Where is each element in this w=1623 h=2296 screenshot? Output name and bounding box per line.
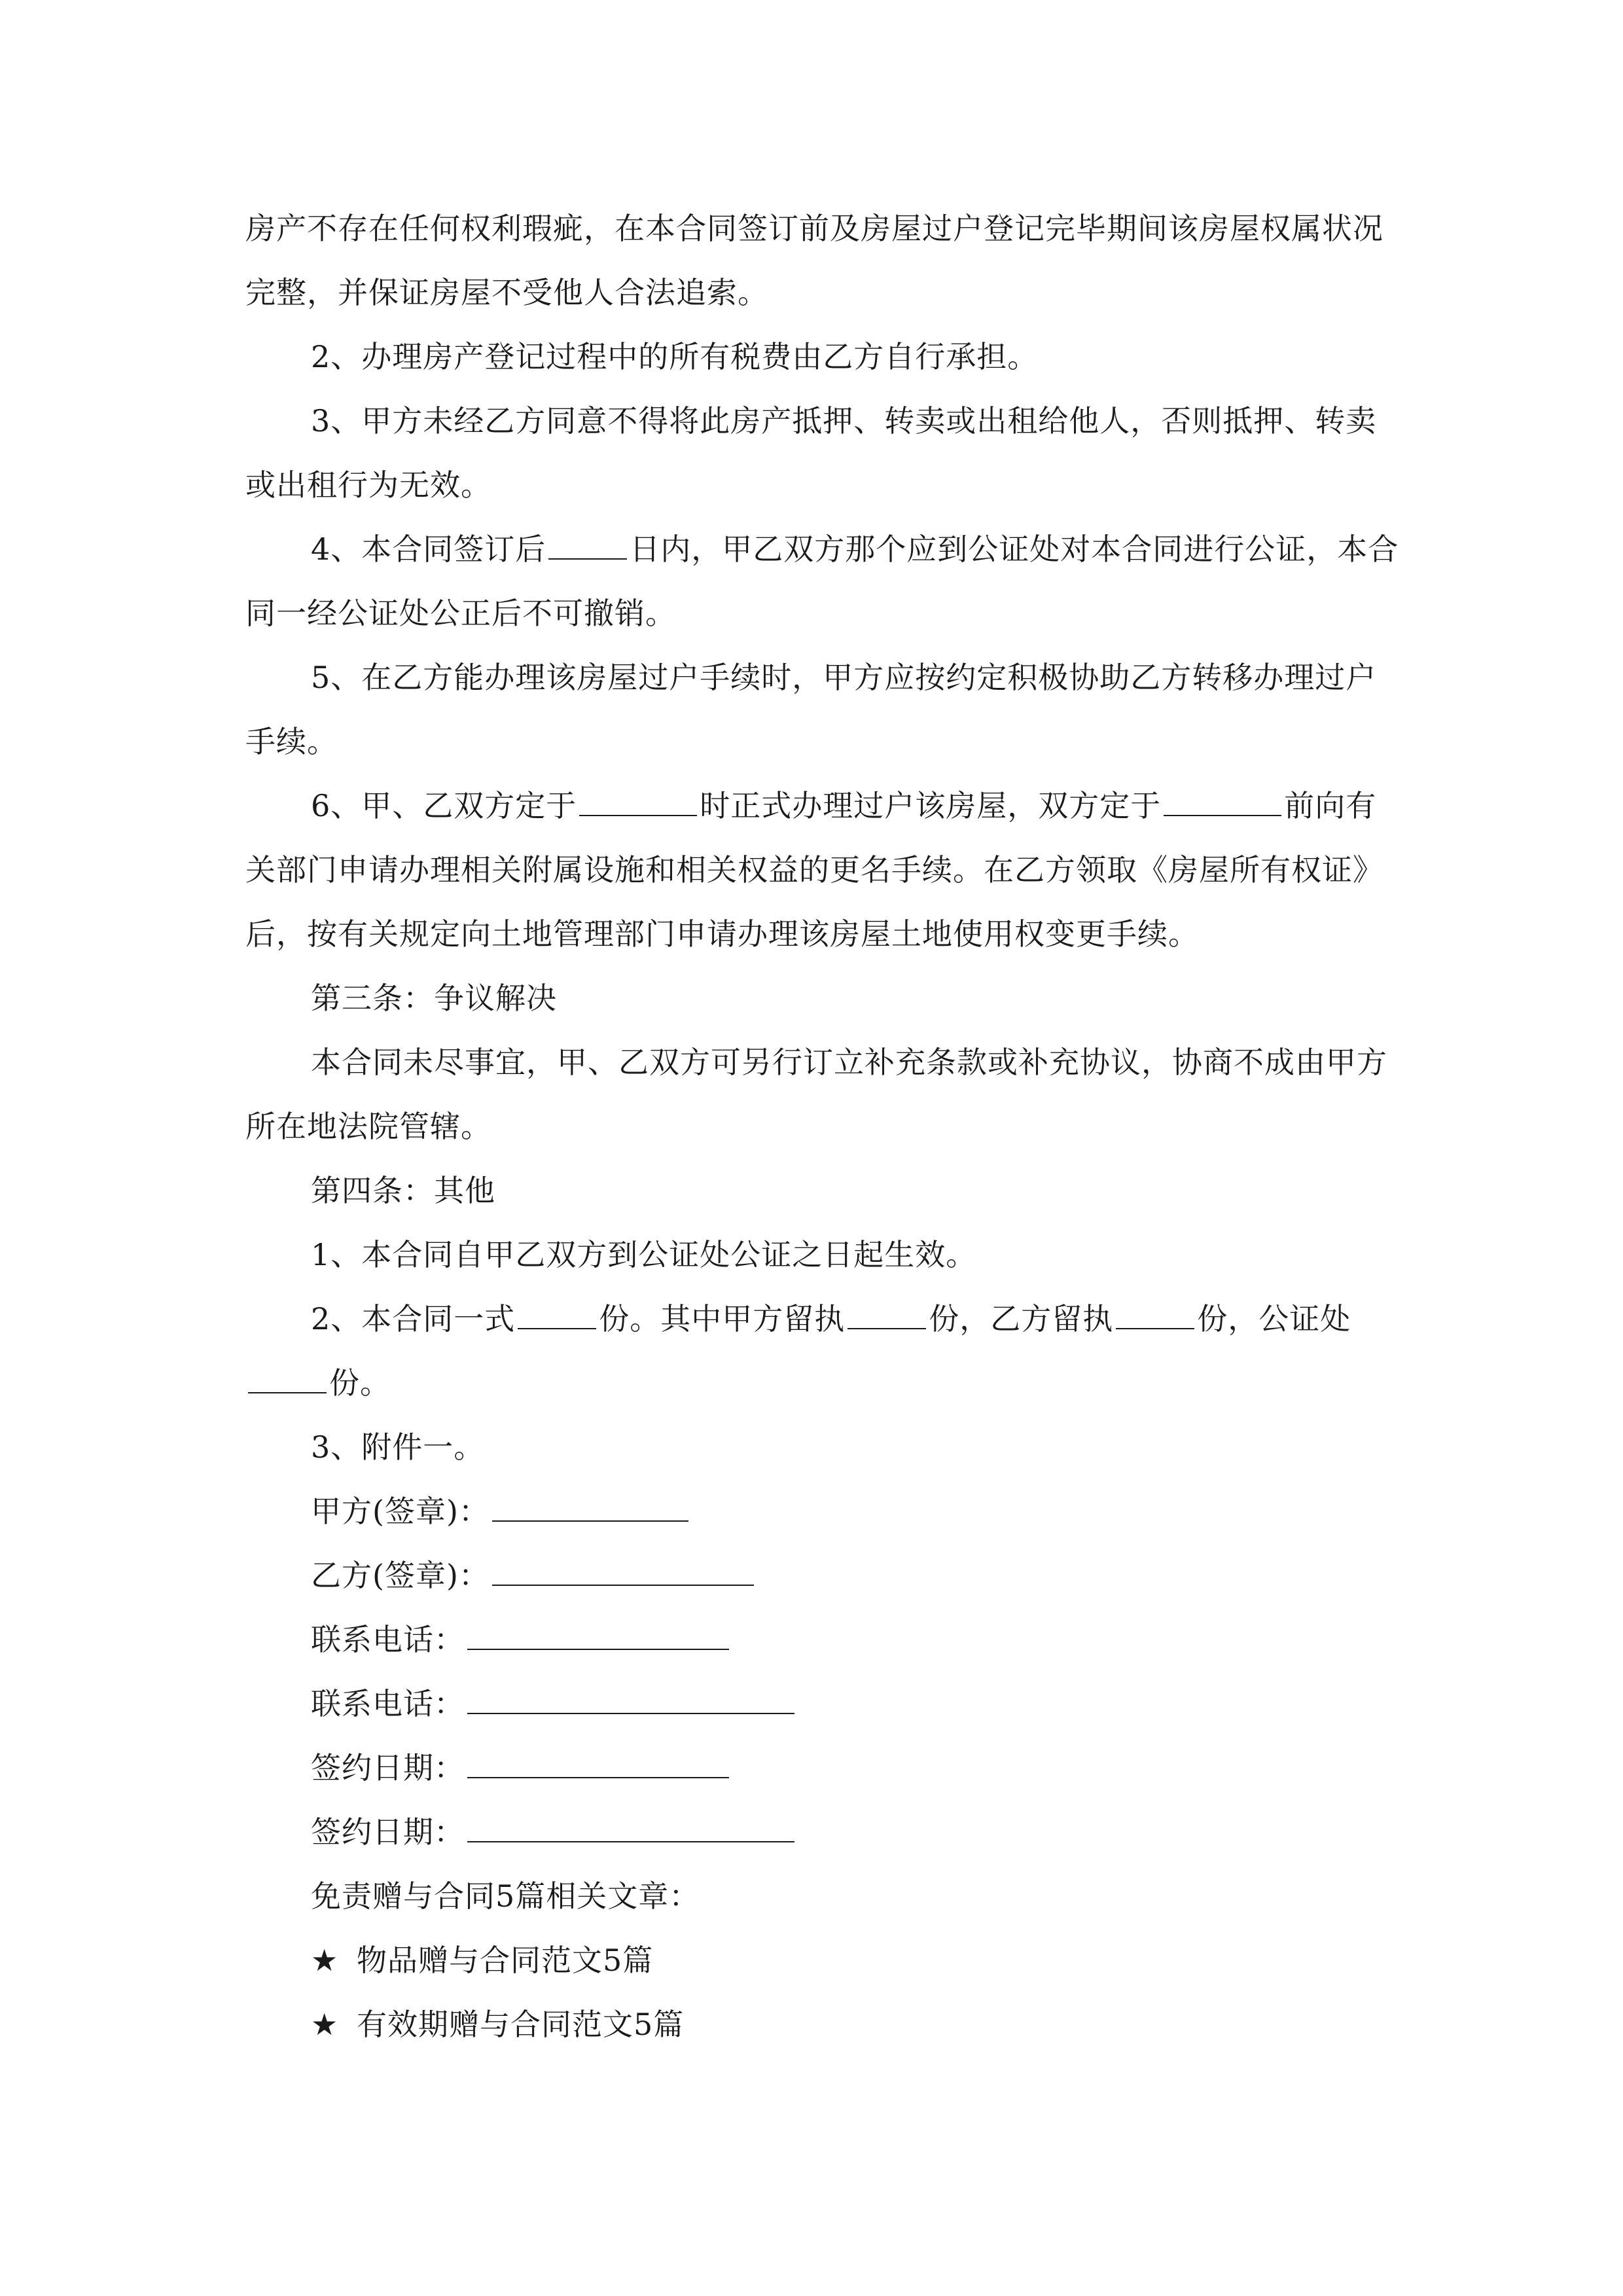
phone-row-1 <box>245 1607 1404 1672</box>
copies-part-c: 份，乙方留执 <box>929 1301 1114 1336</box>
date-line-2 <box>467 1812 794 1842</box>
star-icon: ★ <box>311 1943 339 1978</box>
phone-row-2 <box>245 1672 1404 1736</box>
article-3-heading: 第三条：争议解决 <box>311 980 557 1016</box>
copies-part-d: 份，公证处 <box>1197 1301 1351 1336</box>
clause-4-part-a: 4、本合同签订后 <box>311 531 546 567</box>
article-4-item-1: 1、本合同自甲乙双方到公证处公证之日起生效。 <box>311 1237 977 1272</box>
signature-party-b-line <box>492 1556 754 1586</box>
blank-party-b-copies <box>1116 1299 1194 1329</box>
article-4-item-2 <box>245 1287 1404 1415</box>
signature-party-b-row <box>245 1543 1404 1607</box>
signature-party-a-line <box>492 1492 688 1522</box>
blank-party-a-copies <box>847 1299 926 1329</box>
related-article-link[interactable] <box>245 1992 1404 2056</box>
signature-party-a-label: 甲方(签章)： <box>311 1494 490 1529</box>
date-row-1 <box>245 1736 1404 1800</box>
blank-total-copies <box>518 1299 596 1329</box>
blank-transfer-time-field <box>579 786 697 816</box>
clause-4-notarization <box>245 517 1404 645</box>
contract-body <box>245 196 1404 2056</box>
article-3-body: 本合同未尽事宜，甲、乙双方可另行订立补充条款或补充协议，协商不成由甲方所在地法院管辖。 <box>245 1045 1387 1144</box>
related-article-title[interactable]: 有效期赠与合同范文5篇 <box>357 2007 685 2042</box>
clause-6-part-b: 时正式办理过户该房屋，双方定于 <box>700 788 1162 823</box>
clause-3-mortgage: 3、甲方未经乙方同意不得将此房产抵押、转卖或出租给他人，否则抵押、转卖或出租行为无效。 <box>245 403 1377 503</box>
blank-notary-copies <box>248 1363 327 1393</box>
related-article-title[interactable]: 物品赠与合同范文5篇 <box>357 1943 654 1978</box>
related-articles-heading: 免责赠与合同5篇相关文章： <box>311 1878 700 1914</box>
date-label-2: 签约日期： <box>311 1814 465 1850</box>
blank-rename-deadline-field <box>1164 786 1281 816</box>
copies-part-e: 份。 <box>329 1365 391 1401</box>
date-row-2 <box>245 1800 1404 1864</box>
copies-part-a: 2、本合同一式 <box>311 1301 516 1336</box>
date-label-1: 签约日期： <box>311 1750 465 1785</box>
paragraph-property-rights: 房产不存在任何权利瑕疵，在本合同签订前及房屋过户登记完毕期间该房屋权属状况完整，并保证房屋不受他人合法追索。 <box>245 211 1383 310</box>
phone-label-2: 联系电话： <box>311 1686 465 1721</box>
related-article-link[interactable] <box>245 1928 1404 1992</box>
phone-line-2 <box>467 1684 794 1714</box>
signature-party-b-label: 乙方(签章)： <box>311 1558 490 1593</box>
phone-line-1 <box>467 1620 729 1650</box>
blank-days-field <box>548 529 627 560</box>
clause-5-transfer: 5、在乙方能办理该房屋过户手续时，甲方应按约定积极协助乙方转移办理过户手续。 <box>245 660 1377 759</box>
star-icon: ★ <box>311 2007 339 2042</box>
article-4-item-3: 3、附件一。 <box>311 1429 485 1465</box>
copies-part-b: 份。其中甲方留执 <box>599 1301 846 1336</box>
clause-6-part-a: 6、甲、乙双方定于 <box>311 788 577 823</box>
clause-4-part-b: 日内，甲乙双方那个应到公证处对本合同进行公证，本合同一经公证处公正后不可撤销。 <box>245 531 1399 631</box>
clause-6-schedule <box>245 774 1404 966</box>
signature-party-a-row <box>245 1479 1404 1543</box>
phone-label-1: 联系电话： <box>311 1622 465 1657</box>
article-4-heading: 第四条：其他 <box>311 1173 495 1208</box>
clause-6-part-c: 前向有关部门申请办理相关附属设施和相关权益的更名手续。在乙方领取《房屋所有权证》后，按有关规定向土地管理部门申请办理该房屋土地使用权变更手续。 <box>245 788 1383 952</box>
date-line-1 <box>467 1748 729 1778</box>
clause-2-taxes: 2、办理房产登记过程中的所有税费由乙方自行承担。 <box>311 339 1039 374</box>
